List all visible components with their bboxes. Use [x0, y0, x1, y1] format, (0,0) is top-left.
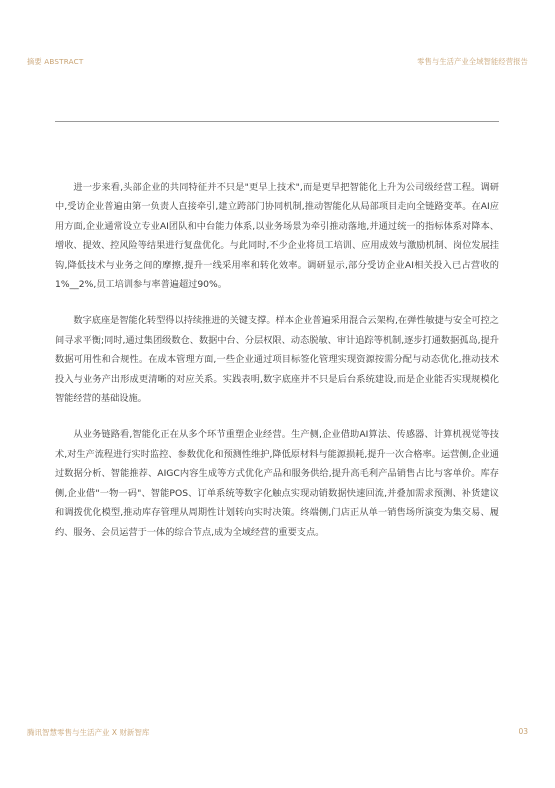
paragraph-2: 数字底座是智能化转型得以持续推进的关键支撑。样本企业普遍采用混合云架构,在弹性敏捷与安全可控之间寻求平衡;同时,通过集团级数仓、数据中台、分层权限、动态脱敏、审计追踪等机制,逐步打通数据孤岛,提升数据可用性和合规性。在成本管理方面,一些企业通过项目标签化管理实现资源按需分配与动态优化,推动技术投入与业务产出形成更清晰的对应关系。实践表明,数字底座并不只是后台系统建设,而是企业能否实现规模化智能经营的基础设施。 — [55, 315, 499, 405]
report-title: 零售与生活产业全域智能经营报告 — [417, 57, 528, 66]
section-label: 摘要 ABSTRACT — [27, 57, 84, 66]
paragraph-1: 进一步来看,头部企业的共同特征并不只是"更早上技术",而是更早把智能化上升为公司级经营工程。调研中,受访企业普遍由第一负责人直接牵引,建立跨部门协同机制,推动智能化从局部项目走向全链路变革。在AI应用方面,企业通常设立专业AI团队和中台能力体系,以业务场景为牵引推动落地,并通过统一的指标体系对降本、增收、提效、控风险等结果进行复盘优化。与此同时,不少企业将员工培训、应用成效与激励机制、岗位发展挂钩,降低技术与业务之间的摩擦,提升一线采用率和转化效率。调研显示,部分受访企业AI相关投入已占营收的1%__2%,员工培训参与率普遍超过90%。 — [55, 182, 499, 291]
header-divider — [55, 121, 499, 122]
page-header — [27, 57, 528, 69]
paragraph-3: 从业务链路看,智能化正在从多个环节重塑企业经营。生产侧,企业借助AI算法、传感器、计算机视觉等技术,对生产流程进行实时监控、参数优化和预测性维护,降低原材料与能源损耗,提升一次合格率。运营侧,企业通过数据分析、智能推荐、AIGC内容生成等方式优化产品和服务供给,提升高毛利产品销售占比与客单价。库存侧,企业借"一物一码"、智能POS、订单系统等数字化触点实现动销数据快速回流,并叠加需求预测、补货建议和调拨优化模型,推动库存管理从周期性计划转向实时决策。终端侧,门店正从单一销售场所演变为集交易、履约、服务、会员运营于一体的综合节点,成为全域经营的重要支点。 — [55, 429, 499, 538]
page-footer — [27, 727, 528, 739]
footer-publisher: 腾讯智慧零售与生活产业 X 财新智库 — [27, 728, 150, 737]
page-number: 03 — [518, 727, 528, 736]
body-text — [55, 178, 499, 559]
